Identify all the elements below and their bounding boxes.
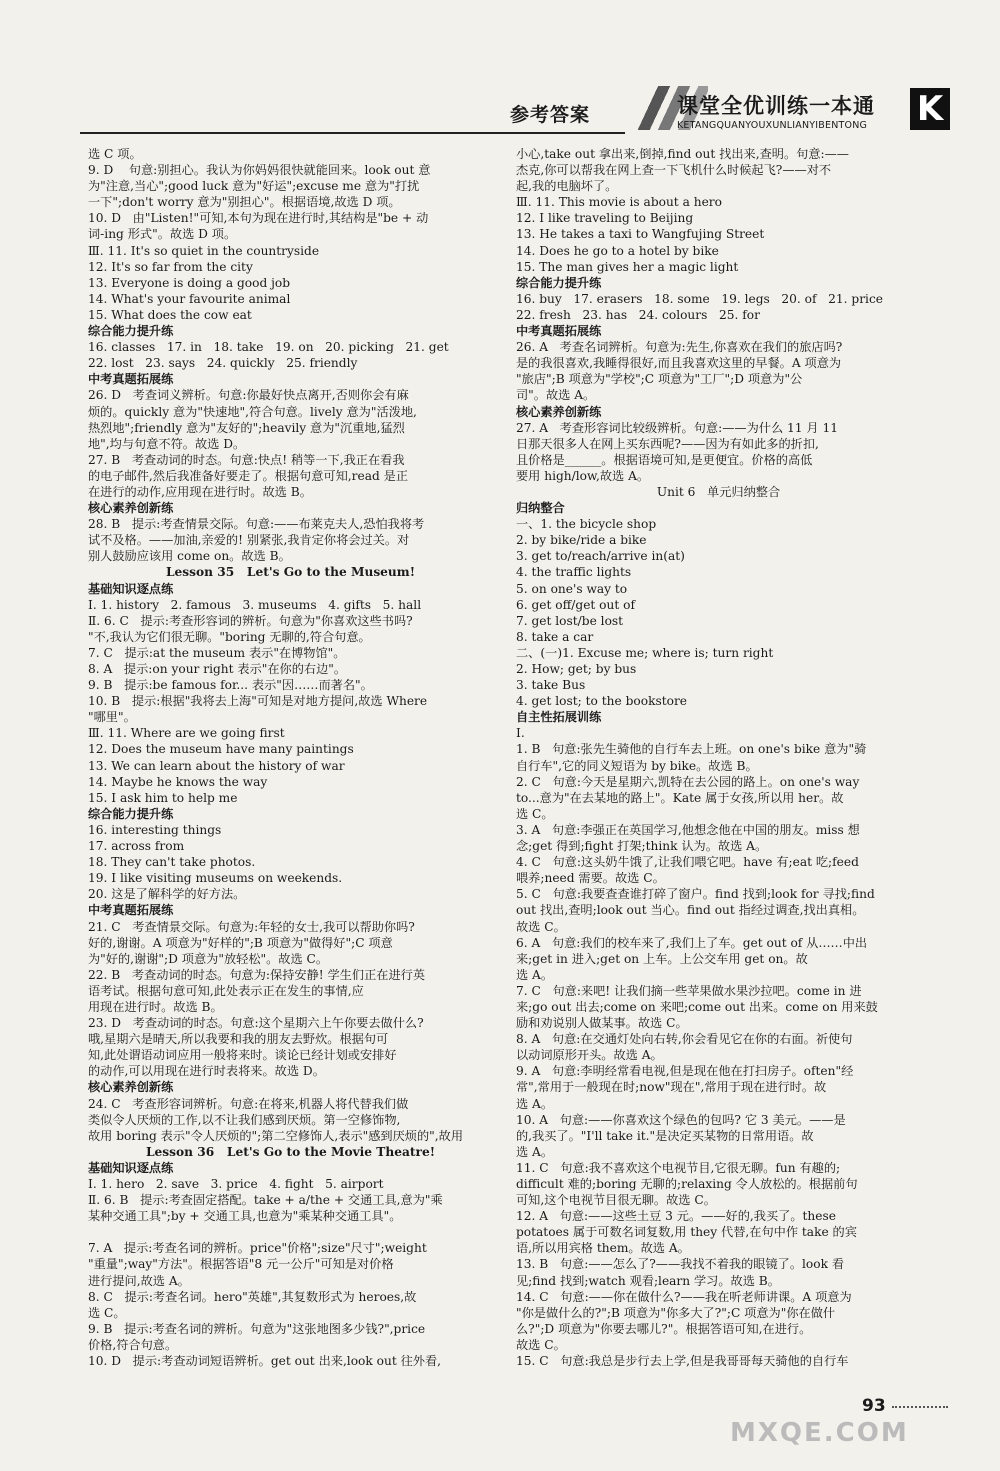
answer-line: 8. A 句意:在交通灯处向右转,你会看见它在你的右面。祈使句 <box>516 1032 853 1047</box>
section-heading: 综合能力提升练 <box>88 806 174 821</box>
answer-line: 小心,take out 拿出来,倒掉,find out 找出来,查明。句意:—— <box>516 147 849 161</box>
answer-line: 选 A。 <box>516 967 554 982</box>
answer-line: 8. C 提示:考查名词。hero"英雄",其复数形式为 heroes,故 <box>88 1289 417 1304</box>
answer-line: 13. B 句意:——怎么了?——我找不着我的眼镜了。look 看 <box>516 1257 845 1272</box>
section-heading: 核心素养创新练 <box>88 501 174 516</box>
answer-line: Ⅲ. 11. This movie is about a hero <box>516 195 722 210</box>
answer-line: 5. C 句意:我要查查谁打碎了窗户。find 找到;look for 寻找;find <box>516 887 875 902</box>
answer-line: 二、(一)1. Excuse me; where is; turn right <box>516 645 774 660</box>
answer-line: 14. Maybe he knows the way <box>88 774 268 789</box>
answer-line: 日那天很多人在网上买东西呢?——因为有如此多的折扣, <box>516 436 819 451</box>
answer-line: 22. fresh 23. has 24. colours 25. for <box>516 307 760 322</box>
answer-line: 司"。故选 A。 <box>516 388 596 403</box>
answer-line: 11. C 句意:我不喜欢这个电视节目,它很无聊。fun 有趣的; <box>516 1160 841 1175</box>
answer-line: 起,我的电脑坏了。 <box>516 179 618 194</box>
answer-line: 10. A 句意:——你喜欢这个绿色的包吗? 它 3 美元。——是 <box>516 1112 846 1127</box>
answer-line: 以动词原形开头。故选 A。 <box>516 1048 663 1063</box>
answer-line: 9. B 提示:考查名词的辨析。句意为"这张地图多少钱?",price <box>88 1321 426 1336</box>
answer-line: 13. He takes a taxi to Wangfujing Street <box>516 227 765 242</box>
answer-line: 18. They can't take photos. <box>88 855 256 870</box>
answer-line: 好的,谢谢。A 项意为"好样的";B 项意为"做得好";C 项意 <box>88 935 393 950</box>
answer-line: Ⅱ. 6. C 提示:考查形容词的辨析。句意为"你喜欢这些书吗? <box>88 613 413 628</box>
answer-line: 用现在进行时。故选 B。 <box>88 999 223 1014</box>
section-heading: 基础知识逐点练 <box>88 1160 174 1175</box>
answer-line: 2. How; get; by bus <box>516 662 637 676</box>
answer-line: 12. Does the museum have many paintings <box>88 742 354 757</box>
answer-line: 选 C。 <box>516 806 554 821</box>
answer-line: 试不及格。——加油,亲爱的! 别紧张,我肯定你将会过关。对 <box>88 533 410 548</box>
answer-line: 励和劝说别人做某事。故选 C。 <box>516 1016 688 1031</box>
answer-line: 22. B 考查动词的时态。句意为:保持安静! 学生们正在进行英 <box>88 967 426 982</box>
watermark: MXQE.COM <box>730 1418 909 1448</box>
answer-line: 一、1. the bicycle shop <box>516 517 657 532</box>
page-number-decoration <box>892 1406 948 1408</box>
lesson-title: Lesson 36 Let's Go to the Movie Theatre! <box>145 1144 436 1159</box>
left-column <box>88 146 493 1369</box>
section-heading: 自主性拓展训练 <box>516 710 602 725</box>
answer-line: 9. B 提示:be famous for... 表示"因……而著名"。 <box>88 678 373 693</box>
answer-line: "哪里"。 <box>88 710 136 725</box>
answer-line: 28. B 提示:考查情景交际。句意:——布莱克夫人,恐怕我将考 <box>88 517 425 532</box>
answer-line: 6. A 句意:我们的校车来了,我们上了车。get out of 从……中出 <box>516 935 868 950</box>
section-heading: 综合能力提升练 <box>516 275 602 290</box>
answer-title: 参考答案 <box>510 104 591 126</box>
section-heading: 基础知识逐点练 <box>88 581 174 596</box>
answer-line: 见;find 找到;watch 观看;learn 学习。故选 B。 <box>516 1273 780 1288</box>
answer-line: 在进行的动作,应用现在进行时。故选 B。 <box>88 484 312 499</box>
answer-line: 22. lost 23. says 24. quickly 25. friendly <box>88 356 358 371</box>
answer-line: 24. C 考查形容词辨析。句意:在将来,机器人将代替我们做 <box>88 1096 409 1111</box>
answer-line: 3. take Bus <box>516 678 586 693</box>
answer-line: 27. B 考查动词的时态。句意:快点! 稍等一下,我正在看我 <box>88 452 405 467</box>
answer-line: 9. A 句意:李明经常看电视,但是现在他在打扫房子。often"经 <box>516 1064 854 1079</box>
answer-line: 是的我很喜欢,我睡得很好,而且我喜欢这里的早餐。A 项意为 <box>516 356 842 371</box>
answer-line: 15. The man gives her a magic light <box>516 259 739 274</box>
answer-line: Ⅰ. 1. history 2. famous 3. museums 4. gifts 5. hall <box>88 597 422 612</box>
answer-line: 一下";don't worry 意为"别担心"。根据语境,故选 D 项。 <box>88 195 401 210</box>
answer-line: 20. 这是了解科学的好方法。 <box>88 887 246 902</box>
answer-line: 12. It's so far from the city <box>88 259 253 274</box>
answer-line: 2. C 句意:今天是星期六,凯特在去公园的路上。on one's way <box>516 774 860 789</box>
answer-line: 为"好的,谢谢";D 项意为"放轻松"。故选 C。 <box>88 951 329 966</box>
answer-line: 么?";D 项意为"你要去哪儿?"。根据答语可知,在进行。 <box>516 1321 812 1336</box>
section-heading: 归纳整合 <box>516 501 565 516</box>
answer-line: 故用 boring 表示"令人厌烦的";第二空修饰人,表示"感到厌烦的",故用 <box>88 1128 464 1143</box>
answer-line: 语考试。根据句意可知,此处表示正在发生的事情,应 <box>88 983 364 998</box>
section-heading: 中考真题拓展练 <box>516 324 602 339</box>
answer-line: 12. I like traveling to Beijing <box>516 211 694 226</box>
answer-line: to...意为"在去某地的路上"。Kate 属于女孩,所以用 her。故 <box>516 790 844 805</box>
answer-line: Ⅲ. 11. Where are we going first <box>88 726 285 741</box>
lesson-title: Lesson 35 Let's Go to the Museum! <box>165 565 416 580</box>
answer-line: 12. A 句意:——这些土豆 3 元。——好的,我买了。these <box>516 1209 836 1224</box>
answer-line: "旅店";B 项意为"学校";C 项意为"工厂";D 项意为"公 <box>516 372 803 387</box>
header-divider <box>80 132 625 134</box>
answer-line: 7. C 提示:at the museum 表示"在博物馆"。 <box>88 645 346 660</box>
answer-line: 地",均与句意不符。故选 D。 <box>88 436 246 451</box>
answer-line: 的电子邮件,然后我准备好要走了。根据句意可知,read 是正 <box>88 468 409 483</box>
answer-line: 语,所以用宾格 them。故选 A。 <box>516 1241 690 1256</box>
answer-line: 1. B 句意:张先生骑他的自行车去上班。on one's bike 意为"骑 <box>516 742 867 757</box>
right-column <box>516 146 921 1369</box>
answer-line: 15. What does the cow eat <box>88 307 252 322</box>
answer-line: 选 A。 <box>516 1144 554 1159</box>
answer-line: 13. Everyone is doing a good job <box>88 275 291 290</box>
answer-line: 8. take a car <box>516 629 594 644</box>
answer-line: 选 C。 <box>88 1305 126 1320</box>
answer-line: 26. D 考查词义辨析。句意:你最好快点离开,否则你会有麻 <box>88 388 409 403</box>
answer-line: 故选 C。 <box>516 1337 566 1352</box>
answer-line: 15. C 句意:我总是步行去上学,但是我哥哥每天骑他的自行车 <box>516 1354 849 1369</box>
brand-pinyin: KETANGQUANYOUXUNLIANYIBENTONG <box>677 120 868 131</box>
answer-line: 26. A 考查名词辨析。句意为:先生,你喜欢在我们的旅店吗? <box>516 340 843 355</box>
answer-line: 14. Does he go to a hotel by bike <box>516 243 719 258</box>
answer-line: 类似令人厌烦的工作,以不让我们感到厌烦。第一空修饰物, <box>88 1112 401 1127</box>
answer-line: 10. B 提示:根据"我将去上海"可知是对地方提问,故选 Where <box>88 694 428 709</box>
answer-line: 选 A。 <box>516 1096 554 1111</box>
answer-line: 杰克,你可以帮我在网上查一下飞机什么时候起飞?——对不 <box>516 163 832 178</box>
answer-line: 某种交通工具";by + 交通工具,也意为"乘某种交通工具"。 <box>88 1209 402 1224</box>
answer-line: Ⅰ. <box>516 726 525 741</box>
answer-line <box>88 1224 493 1240</box>
answer-line: 价格,符合句意。 <box>88 1337 178 1352</box>
answer-line: 2. by bike/ride a bike <box>516 533 647 548</box>
answer-line: 7. C 句意:来吧! 让我们摘一些苹果做水果沙拉吧。come in 进 <box>516 983 862 998</box>
answer-line: 烦的。quickly 意为"快速地",符合句意。lively 意为"活泼地, <box>88 404 417 419</box>
answer-line: potatoes 属于可数名词复数,用 they 代替,在句中作 take 的宾 <box>516 1225 857 1240</box>
answer-line: 要用 high/low,故选 A。 <box>516 468 650 483</box>
answer-line: difficult 难的;boring 无聊的;relaxing 令人放松的。根据前句 <box>516 1177 858 1191</box>
answer-line: 且价格是______。根据语境可知,是更便宜。价格的高低 <box>516 452 813 467</box>
page-header <box>80 86 960 136</box>
answer-line: 6. get off/get out of <box>516 597 635 612</box>
section-heading: 中考真题拓展练 <box>88 903 174 918</box>
answer-line: 21. C 考查情景交际。句意为:年轻的女士,我可以帮助你吗? <box>88 919 415 934</box>
answer-line: 17. across from <box>88 839 185 854</box>
answer-line: 的动作,可以用现在进行时表将来。故选 D。 <box>88 1064 325 1079</box>
answer-line: out 找出,查明;look out 当心。find out 指经过调查,找出真相。 <box>516 903 865 918</box>
section-heading: 核心素养创新练 <box>88 1080 174 1095</box>
lesson-title: Unit 6 单元归纳整合 <box>656 484 781 499</box>
brand-title: 课堂全优训练一本通 <box>677 94 875 118</box>
answer-line: 16. classes 17. in 18. take 19. on 20. picking 21. get <box>88 340 449 355</box>
answer-line: Ⅱ. 6. B 提示:考查固定搭配。take + a/the + 交通工具,意为"乘 <box>88 1193 443 1208</box>
answer-line: Ⅲ. 11. It's so quiet in the countryside <box>88 243 320 258</box>
answer-line: 别人鼓励应该用 come on。故选 B。 <box>88 549 291 564</box>
answer-line: 知,此处谓语动词应用一般将来时。谈论已经计划或安排好 <box>88 1048 397 1063</box>
answer-line: "你是做什么的?";B 项意为"你多大了?";C 项意为"你在做什 <box>516 1305 836 1320</box>
answer-line: 13. We can learn about the history of war <box>88 758 345 773</box>
answer-line: 10. D 由"Listen!"可知,本句为现在进行时,其结构是"be + 动 <box>88 211 429 226</box>
section-heading: 核心素养创新练 <box>516 404 602 419</box>
answer-line: 的,我买了。"I'll take it."是决定买某物的日常用语。故 <box>516 1128 814 1143</box>
answer-line: 14. What's your favourite animal <box>88 291 291 306</box>
answer-line: 可知,这个电视节目很无聊。故选 C。 <box>516 1193 716 1208</box>
answer-line: "不,我认为它们很无聊。"boring 无聊的,符合句意。 <box>88 629 371 644</box>
answer-line: 故选 C。 <box>516 919 566 934</box>
answer-line: 进行提问,故选 A。 <box>88 1273 190 1288</box>
answer-line: 16. buy 17. erasers 18. some 19. legs 20. of 21. price <box>516 291 883 306</box>
answer-line: 3. A 句意:李强正在英国学习,他想念他在中国的朋友。miss 想 <box>516 822 860 837</box>
answer-line: 16. interesting things <box>88 822 222 837</box>
answer-line: 9. D 句意:别担心。我认为你妈妈很快就能回来。look out 意 <box>88 163 431 178</box>
answer-line: 常",常用于一般现在时;now"现在",常用于现在进行时。故 <box>516 1080 827 1095</box>
answer-line: 10. D 提示:考查动词短语辨析。get out 出来,look out 往外看, <box>88 1354 442 1369</box>
answer-line: 7. A 提示:考查名词的辨析。price"价格";size"尺寸";weight <box>88 1241 427 1256</box>
answer-line: 7. get lost/be lost <box>516 613 624 628</box>
answer-line: 为"注意,当心";good luck 意为"好运";excuse me 意为"打扰 <box>88 179 420 194</box>
answer-line: 19. I like visiting museums on weekends. <box>88 871 343 886</box>
answer-line: 23. D 考查动词的时态。句意:这个星期六上午你要去做什么? <box>88 1016 424 1031</box>
answer-line: 15. I ask him to help me <box>88 790 238 805</box>
answer-line: 词-ing 形式"。故选 D 项。 <box>88 227 237 242</box>
answer-line: 哦,星期六是晴天,所以我要和我的朋友去野炊。根据句可 <box>88 1032 389 1047</box>
brand-logo-icon: K <box>910 88 950 130</box>
answer-line: 选 C 项。 <box>88 147 142 161</box>
answer-line: 4. the traffic lights <box>516 565 632 580</box>
answer-line: 5. on one's way to <box>516 581 628 596</box>
answer-line: 14. C 句意:——你在做什么?——我在听老师讲课。A 项意为 <box>516 1289 852 1304</box>
answer-line: 热烈地";friendly 意为"友好的";heavily 意为"沉重地,猛烈 <box>88 420 405 435</box>
section-heading: 综合能力提升练 <box>88 324 174 339</box>
answer-line: "重量";way"方法"。根据答语"8 元一公斤"可知是对价格 <box>88 1257 394 1272</box>
answer-line: 喂养;need 需要。故选 C。 <box>516 871 665 886</box>
section-heading: 中考真题拓展练 <box>88 372 174 387</box>
answer-line: 4. get lost; to the bookstore <box>516 694 687 709</box>
answer-line: Ⅰ. 1. hero 2. save 3. price 4. fight 5. airport <box>88 1177 384 1191</box>
answer-line: 3. get to/reach/arrive in(at) <box>516 549 685 564</box>
answer-line: 念;get 得到;fight 打架;think 认为。故选 A。 <box>516 839 768 854</box>
answer-line: 来;go out 出去;come on 来吧;come out 出来。come on 用来鼓 <box>516 999 878 1014</box>
answer-line: 4. C 句意:这头奶牛饿了,让我们喂它吧。have 有;eat 吃;feed <box>516 855 859 870</box>
page-number: 93 <box>862 1396 886 1416</box>
answer-line: 自行车",它的同义短语为 by bike。故选 B。 <box>516 758 758 773</box>
answer-line: 27. A 考查形容词比较级辨析。句意:——为什么 11 月 11 <box>516 420 838 435</box>
answer-line: 来;get in 进入;get on 上车。上公交车用 get on。故 <box>516 951 808 966</box>
answer-line: 8. A 提示:on your right 表示"在你的右边"。 <box>88 662 347 676</box>
